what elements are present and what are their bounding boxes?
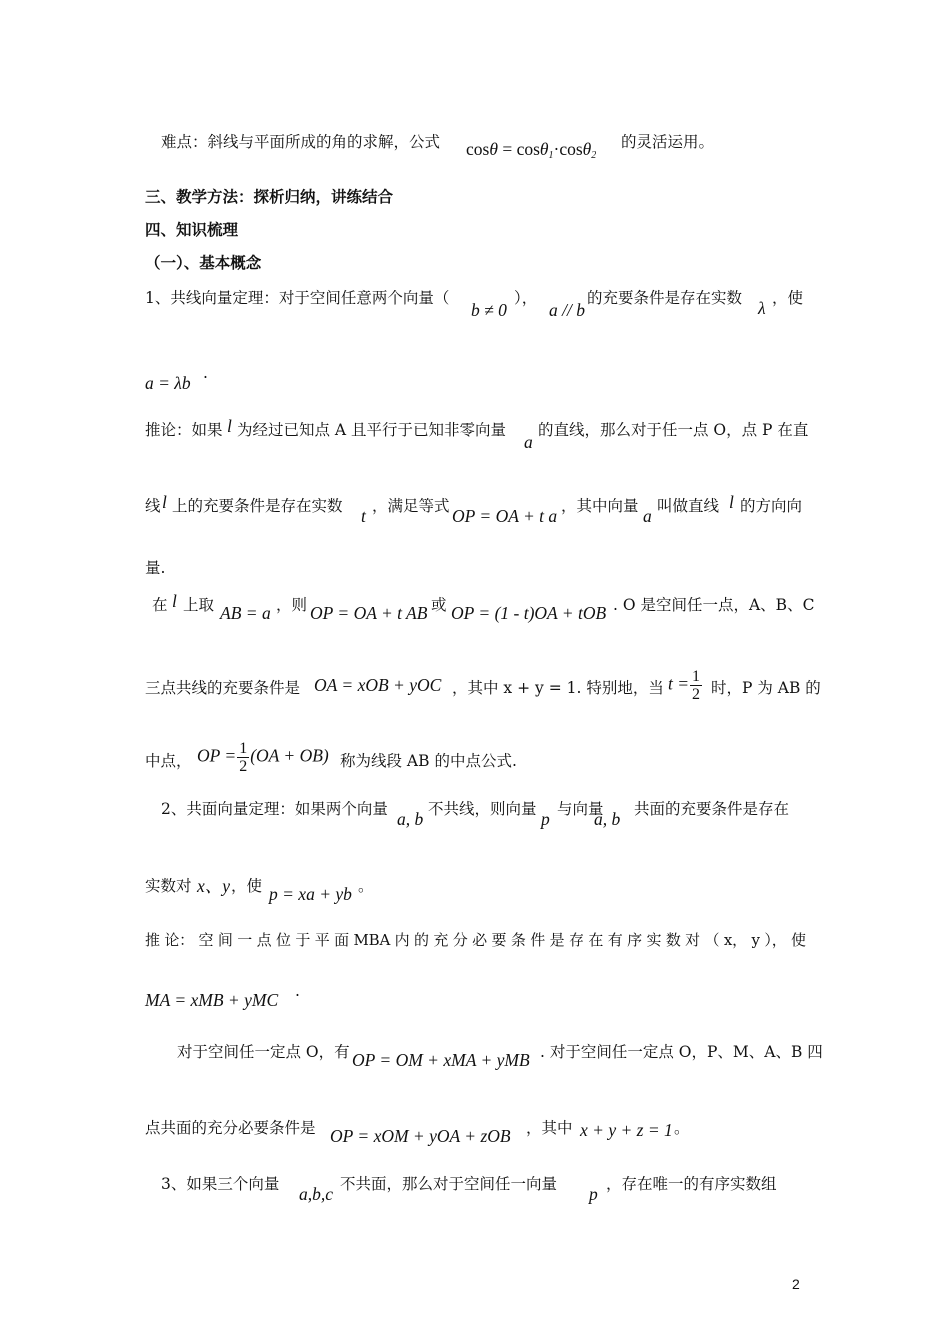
math-lambda: λ: [758, 298, 766, 318]
section-teaching-method: 三、教学方法：探析归纳，讲练结合: [145, 187, 394, 206]
math-ma-xmb-ymc: MA = xMB + yMC: [145, 990, 279, 1010]
difficulty-label: 难点：斜线与平面所成的角的求解，公式: [161, 133, 441, 151]
math-op-xom-yoa-zob: OP = xOM + yOA + zOB: [330, 1126, 511, 1146]
difficulty-tail: 的灵活运用。: [621, 133, 715, 151]
math-op-om-xma-ymb: OP = OM + xMA + yMB: [352, 1050, 530, 1070]
corollary1-line3: 量.: [145, 559, 166, 577]
para-ab-line3: 中点， OP = $\frac{1}{2}$ (OA + OB) 称为线段 AB 的中点公式.: [145, 740, 517, 775]
math-ab-eq-a: AB = a: [220, 603, 271, 623]
corollary1-line1: 推论：如果 l 为经过已知点 A 且平行于已知非零向量 a 的直线，那么对于任一点 O，点 P 在直: [145, 416, 809, 452]
corollary2-line4: 点共面的充分必要条件是 OP = xOM + yOA + zOB ，其中 x + y + z = 1 。: [145, 1119, 690, 1146]
para-ab-line2: 三点共线的充要条件是 OA = xOB + yOC ，其中 x + y = 1. 特别地，当 t = $\frac{1}{2}$ 时，P 为 AB 的: [145, 668, 821, 703]
para-ab-line1: 在 l 上取 AB = a ，则 OP = OA + t AB 或 OP = (1 - t)OA + tOB . O 是空间任一点，A、B、C: [152, 591, 815, 623]
item3-line1: 3、如果三个向量 a,b,c 不共面，那么对于空间任一向量 p ，存在唯一的有序实数组: [161, 1175, 777, 1204]
corollary2-line3: 对于空间任一定点 O，有 OP = OM + xMA + yMB . 对于空间任一定点 O，P、M、A、B 四: [177, 1043, 823, 1070]
item2-line2: 实数对 x、y ，使 p = xa + yb 。: [145, 876, 374, 904]
corollary1-line2: 线 l 上的充要条件是存在实数 t ，满足等式 OP = OA + t a ，其中向量 a 叫做直线 l 的方向向: [145, 492, 803, 526]
math-xyz-eq-1: x + y + z = 1: [580, 1120, 673, 1140]
page-number: 2: [792, 1276, 800, 1292]
math-t-eq-half: t = $\frac{1}{2}$: [668, 668, 701, 703]
math-a-eq-lambda-b: a = λb: [145, 373, 191, 393]
math-op-1-t: OP = (1 - t)OA + tOB: [451, 603, 607, 623]
math-op-oa-tab: OP = OA + t AB: [310, 603, 428, 623]
subsection-basic-concepts: （一）、基本概念: [145, 253, 262, 272]
corollary2-line1: 推 论： 空 间 一 点 位 于 平 面 MBA 内 的 充 分 必 要 条 件 是 存 在 有 序 实 数 对 （ x， y ）， 使: [145, 931, 806, 949]
difficulty-formula: cosθ = cosθ$_1$·cosθ$_2$: [466, 139, 597, 161]
math-a-parallel-b: a // b: [549, 300, 585, 320]
math-oa-xob-yoc: OA = xOB + yOC: [314, 675, 442, 695]
item1-line2: a = λb .: [145, 364, 208, 393]
difficulty-line: [0, 128, 950, 188]
section-knowledge: 四、知识梳理: [145, 220, 239, 239]
item2-line1: 2、共面向量定理：如果两个向量 a, b 不共线，则向量 p 与向量 a, b 共面的充要条件是存在: [161, 800, 790, 829]
math-midpoint-formula: OP = $\frac{1}{2}$ (OA + OB): [197, 740, 329, 775]
item1-line1: 1、共线向量定理：对于空间任意两个向量（ b ≠ 0 ）， a // b 的充要条件是存在实数 λ ，使: [145, 289, 804, 320]
corollary2-line2: MA = xMB + yMC .: [145, 982, 300, 1010]
math-p-xa-yb: p = xa + yb: [269, 884, 352, 904]
math-b-nonzero: b ≠ 0: [471, 300, 507, 320]
math-op-eq-oa-ta: OP = OA + t a: [452, 506, 558, 526]
